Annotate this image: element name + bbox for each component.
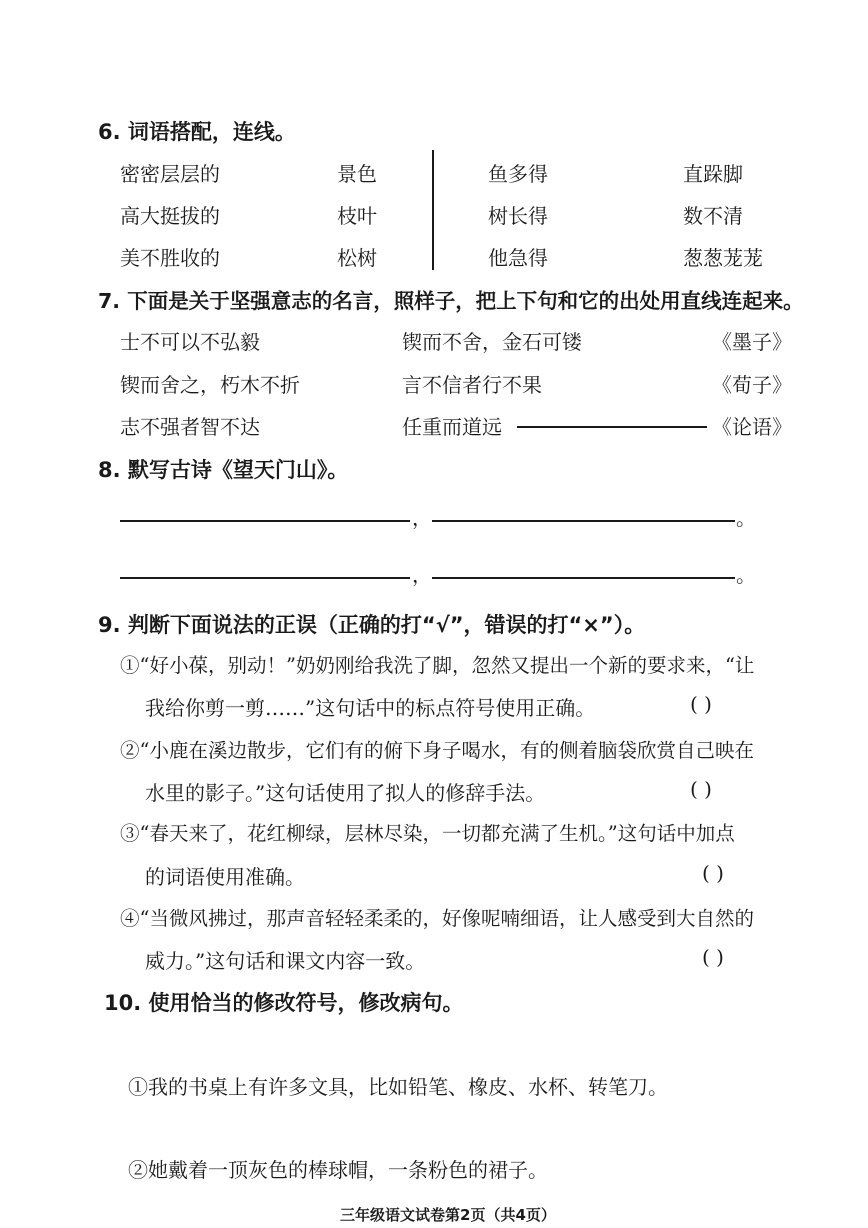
q6-title: 6. 词语搭配，连线。: [98, 120, 296, 144]
q7-second-line-3: 任重而道远: [402, 415, 502, 439]
q9-item-4-answer-bracket[interactable]: ( ): [702, 945, 724, 969]
q7-second-line-2: 言不信者行不果: [402, 373, 542, 397]
q8-answer-blank-1[interactable]: [120, 520, 410, 522]
q9-item-4-line-2: 威力。”这句话和课文内容一致。: [145, 949, 426, 973]
q7-second-line-1: 锲而不舍，金石可镂: [402, 330, 582, 354]
q9-item-4-line-1: ④“当微风拂过，那声音轻轻柔柔的，好像呢喃细语，让人感受到大自然的: [120, 907, 754, 930]
q9-title: 9. 判断下面说法的正误（正确的打“√”，错误的打“×”）。: [98, 613, 646, 637]
q6-complement-3: 葱葱茏茏: [683, 246, 763, 270]
q6-left-word-3: 美不胜收的: [120, 246, 220, 270]
page-footer: 三年级语文试卷第2页（共4页）: [340, 1206, 556, 1224]
q9-item-2-answer-bracket[interactable]: ( ): [690, 777, 712, 801]
q8-title: 8. 默写古诗《望天门山》。: [98, 458, 349, 482]
q7-source-2: 《荀子》: [712, 373, 792, 397]
q7-first-line-2: 锲而舍之，朽木不折: [120, 373, 300, 397]
q6-noun-2: 枝叶: [337, 204, 377, 228]
q10-sentence-2: ②她戴着一顶灰色的棒球帽，一条粉色的裙子。: [128, 1158, 548, 1182]
q10-title: 10. 使用恰当的修改符号，修改病句。: [104, 991, 464, 1015]
q8-period-1: 。: [736, 506, 756, 530]
q9-item-1-answer-bracket[interactable]: ( ): [690, 692, 712, 716]
q9-item-2-line-1: ②“小鹿在溪边散步，它们有的俯下身子喝水，有的侧着脑袋欣赏自己映在: [120, 739, 754, 762]
q8-period-2: 。: [736, 563, 756, 587]
q6-divider: [432, 150, 434, 270]
q10-sentence-1: ①我的书桌上有许多文具，比如铅笔、橡皮、水杯、转笔刀。: [128, 1075, 668, 1099]
q8-answer-blank-2[interactable]: [432, 520, 735, 522]
q6-complement-1: 直跺脚: [683, 162, 743, 186]
q6-noun-1: 景色: [337, 162, 377, 186]
q9-item-2-line-2: 水里的影子。”这句话使用了拟人的修辞手法。: [145, 781, 546, 805]
q6-phrase-2: 树长得: [488, 204, 548, 228]
q9-item-1-line-2: 我给你剪一剪……”这句话中的标点符号使用正确。: [145, 696, 596, 720]
q6-left-word-2: 高大挺拔的: [120, 204, 220, 228]
q6-left-word-1: 密密层层的: [120, 162, 220, 186]
q9-item-3-line-2: 的词语使用准确。: [145, 865, 305, 889]
q9-item-3-line-1: ③“春天来了，花红柳绿，层林尽染，一切都充满了生机。”这句话中加点: [120, 822, 735, 845]
q8-answer-blank-4[interactable]: [432, 577, 735, 579]
q6-phrase-3: 他急得: [488, 246, 548, 270]
q6-phrase-1: 鱼多得: [488, 162, 548, 186]
q7-source-1: 《墨子》: [712, 330, 792, 354]
q7-first-line-1: 士不可以不弘毅: [120, 330, 260, 354]
q7-source-3: 《论语》: [712, 415, 792, 439]
q8-comma-2: ，: [412, 563, 432, 587]
q9-item-1-line-1: ①“好小葆，别动！”奶奶刚给我洗了脚，忽然又提出一个新的要求来，“让: [120, 654, 755, 677]
q6-noun-3: 松树: [337, 246, 377, 270]
q8-answer-blank-3[interactable]: [120, 577, 410, 579]
q6-complement-2: 数不清: [683, 204, 743, 228]
q7-title: 7. 下面是关于坚强意志的名言，照样子，把上下句和它的出处用直线连起来。: [98, 289, 804, 313]
q7-first-line-3: 志不强者智不达: [120, 415, 260, 439]
q9-item-3-answer-bracket[interactable]: ( ): [702, 861, 724, 885]
q8-comma-1: ，: [412, 506, 432, 530]
q7-example-connector-line: [517, 426, 707, 428]
